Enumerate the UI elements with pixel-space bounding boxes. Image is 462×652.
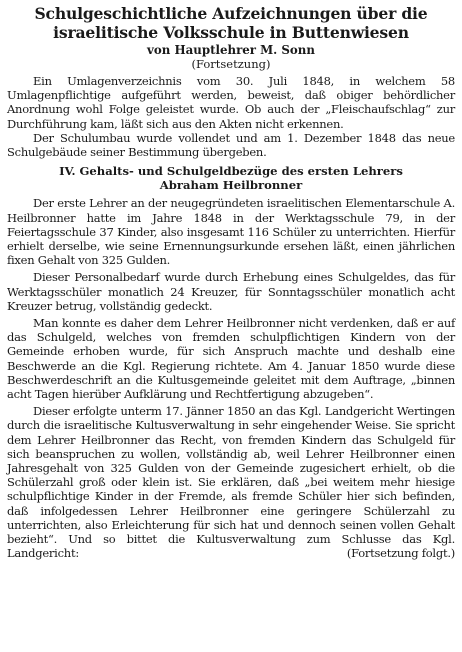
continuation-footer: (Fortsetzung folgt.)	[346, 546, 455, 561]
body-paragraph-4-text: Dieser erfolgte unterm 17. Jänner 1850 an das Kgl. Landgericht Wertingen durch die israelitische Kultusverwaltung in sehr eingehender Weise. Sie spricht dem Lehrer Heilbronner das Recht, von fremden Kindern das Schulgeld für sich beanspruchen zu wollen, vollständig ab, weil Lehrer Heilbronner einen Jahresgehalt von 325 Gulden von der Gemeinde zugesichert erhielt, ob die Schülerzahl groß oder klein ist. Sie erklären, daß „bei weitem mehr hiesige schulpflichtige Kinder in der Fremde, als fremde Schüler hier sich befinden, daß infolgedessen Lehrer Heilbronner eine geringere Schülerzahl zu unterrichten, also Erleichterung für sich hat und dennoch seinen vollen Gehalt bezieht“. Und so bittet die Kultusverwaltung zum Schlusse das Kgl. Landgericht:	[7, 404, 455, 561]
continuation-note: (Fortsetzung)	[191, 57, 271, 71]
section-heading-line-1: IV. Gehalts- und Schulgeldbezüge des ersten Lehrers	[59, 164, 403, 179]
article-title-line-2: israelitische Volksschule in Buttenwiesen	[53, 23, 409, 42]
intro-paragraph-1: Ein Umlagenverzeichnis vom 30. Juli 1848, in welchem 58 Umlagenpflichtige aufgeführt werden, beweist, daß obiger behördlicher Anordnung wohl Folge geleistet wurde. Ob auch der „Fleischaufschlag“ zur Durchführung kam, läßt sich aus den Akten nicht erkennen.	[7, 74, 455, 131]
article-byline: von Hauptlehrer M. Sonn	[147, 43, 315, 57]
section-heading	[7, 165, 455, 192]
article-title-line-1: Schulgeschichtliche Aufzeichnungen über die	[34, 4, 428, 23]
body-paragraph-1: Der erste Lehrer an der neugegründeten israelitischen Elementarschule A. Heilbronner hatte im Jahre 1848 in der Werktagsschule 79, in der Feiertagsschule 37 Kinder, also insgesamt 116 Schüler zu unterrichten. Hierfür erhielt derselbe, wie seine Ernennungsurkunde ersehen läßt, einen jährlichen fixen Gehalt von 325 Gulden.	[7, 196, 455, 268]
body-paragraph-3: Man konnte es daher dem Lehrer Heilbronner nicht verdenken, daß er auf das Schulgeld, welches von fremden schulpflichtigen Kindern von der Gemeinde erhoben wurde, für sich Anspruch machte und deshalb eine Beschwerde an die Kgl. Regierung richtete. Am 4. Januar 1850 wurde diese Beschwerdeschrift an die Kultusgemeinde geleitet mit dem Auftrage, „binnen acht Tagen hierüber Aufklärung und Rechtfertigung abzugeben“.	[7, 316, 455, 402]
article-title	[7, 4, 455, 42]
section-heading-line-2: Abraham Heilbronner	[159, 177, 303, 192]
body-paragraph-2: Dieser Personalbedarf wurde durch Erhebung eines Schulgeldes, das für Werktagsschüler monatlich 24 Kreuzer, für Sonntagsschüler monatlich acht Kreuzer betrug, vollständig gedeckt.	[7, 270, 455, 313]
body-paragraph-4	[7, 404, 455, 560]
intro-paragraph-2: Der Schulumbau wurde vollendet und am 1. Dezember 1848 das neue Schulgebäude seiner Bestimmung übergeben.	[7, 130, 455, 160]
